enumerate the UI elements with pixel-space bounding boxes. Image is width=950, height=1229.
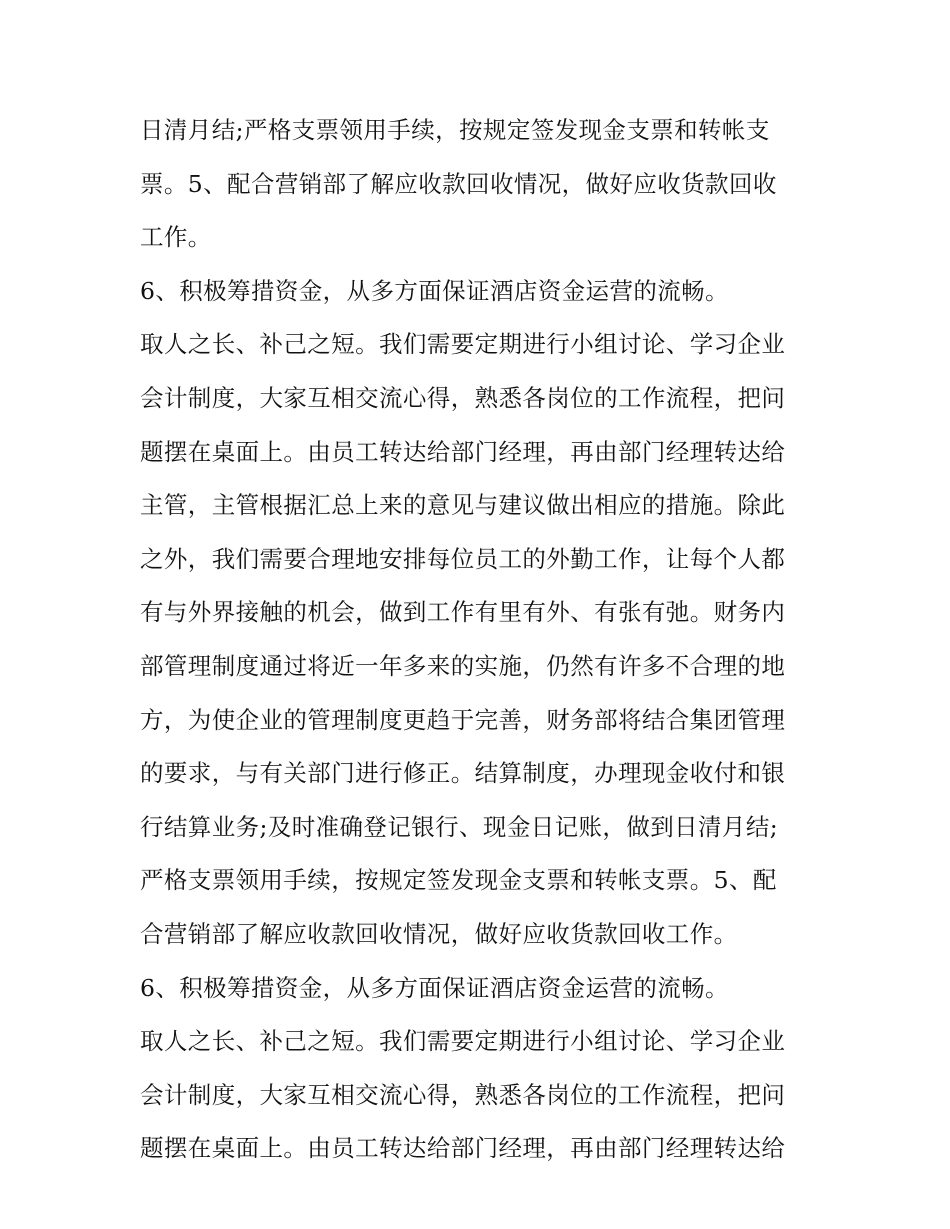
text-line: 主管，主管根据汇总上来的意见与建议做出相应的措施。除此	[140, 491, 786, 520]
text-line: 之外，我们需要合理地安排每位员工的外勤工作，让每个人都	[140, 544, 786, 573]
text-line: 的要求，与有关部门进行修正。结算制度，办理现金收付和银	[140, 759, 786, 788]
text-line: 合营销部了解应收款回收情况，做好应收货款回收工作。	[140, 919, 738, 948]
text-line: 严格支票领用手续，按规定签发现金支票和转帐支票。5、配	[140, 866, 777, 895]
text-line: 会计制度，大家互相交流心得，熟悉各岗位的工作流程，把问	[140, 1080, 786, 1109]
text-line: 行结算业务;及时准确登记银行、现金日记账，做到日清月结;	[140, 812, 779, 841]
text-line: 会计制度，大家互相交流心得，熟悉各岗位的工作流程，把问	[140, 383, 786, 412]
text-line: 票。5、配合营销部了解应收款回收情况，做好应收货款回收	[140, 169, 777, 198]
text-line: 方，为使企业的管理制度更趋于完善，财务部将结合集团管理	[140, 705, 786, 734]
text-line: 6、积极筹措资金，从多方面保证酒店资金运营的流畅。	[140, 276, 729, 305]
text-line: 日清月结;严格支票领用手续，按规定签发现金支票和转帐支	[140, 116, 770, 144]
text-line: 取人之长、补己之短。我们需要定期进行小组讨论、学习企业	[140, 1027, 786, 1056]
text-line: 6、积极筹措资金，从多方面保证酒店资金运营的流畅。	[140, 973, 729, 1002]
text-line: 取人之长、补己之短。我们需要定期进行小组讨论、学习企业	[140, 330, 786, 359]
text-line: 部管理制度通过将近一年多来的实施，仍然有许多不合理的地	[140, 651, 786, 680]
text-line: 有与外界接触的机会，做到工作有里有外、有张有弛。财务内	[140, 598, 786, 627]
text-line: 题摆在桌面上。由员工转达给部门经理，再由部门经理转达给	[140, 1134, 786, 1163]
text-line: 题摆在桌面上。由员工转达给部门经理，再由部门经理转达给	[140, 437, 786, 466]
text-line: 工作。	[140, 223, 212, 252]
document-body	[140, 104, 820, 1176]
